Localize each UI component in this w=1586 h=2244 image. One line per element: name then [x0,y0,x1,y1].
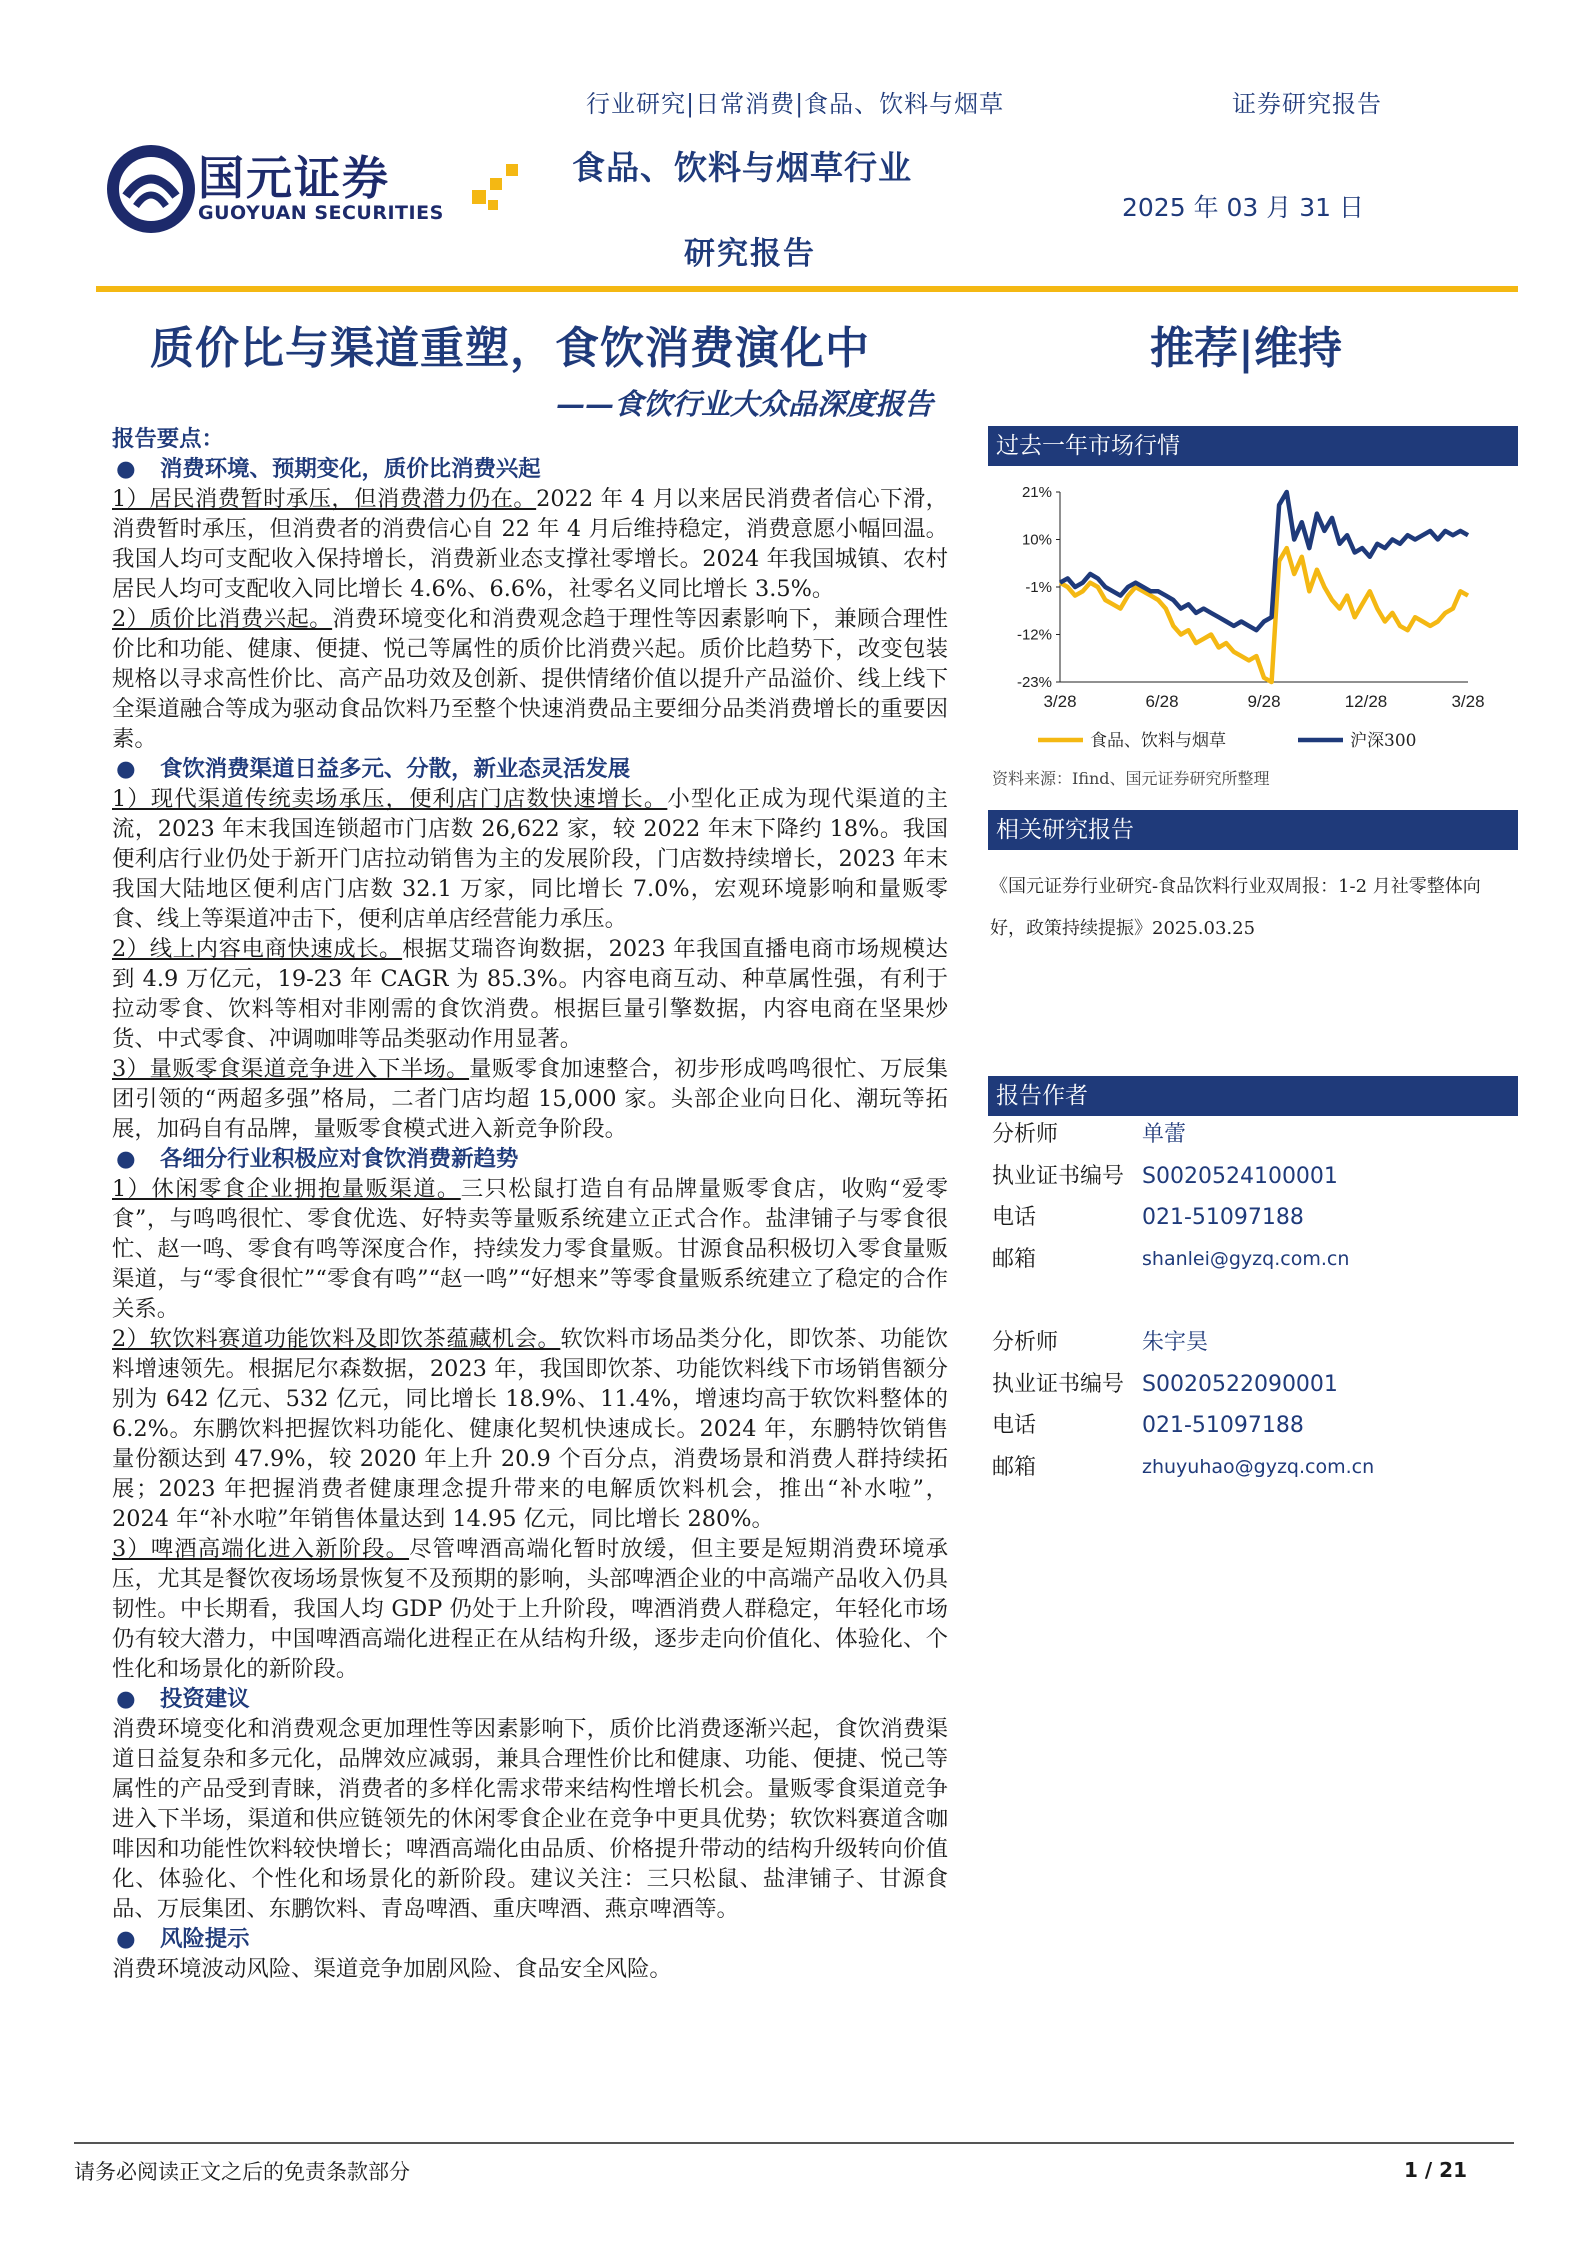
author-email[interactable]: shanlei@gyzq.com.cn [1142,1247,1350,1270]
author-row: 分析师 单蕾 [992,1114,1512,1156]
author-row: 执业证书编号 S0020522090001 [992,1364,1512,1406]
series-line-0 [1060,548,1468,682]
rating: 推荐|维持 [1150,323,1343,374]
paragraph: 1）居民消费暂时承压，但消费潜力仍在。2022 年 4 月以来居民消费者信心下滑，消费暂时承压，但消费者的消费信心自 22 年 4 月后维持稳定，消费意愿小幅回温。我国人均可支配收入保持增长，消费新业态支撑社零增长。2024 年我国城镇、农村居民人均可支配收入同比增长 4.6%、6.6%，社零名义同比增长 3.5%。 [112,486,948,602]
section-heading: ● 消费环境、预期变化，质价比消费兴起 [112,454,948,484]
logo-emblem-icon [106,144,196,234]
page-number: 1 / 21 [1404,2158,1467,2182]
bullet-icon: ● [116,756,136,782]
logo-squares-icon [466,150,526,220]
section-heading: ● 风险提示 [112,1924,948,1954]
logo-text-cn: 国元证券 [198,151,390,205]
sub-report-label: 研究报告 [684,236,816,272]
authors-header: 报告作者 [988,1076,1518,1116]
x-tick-label: 6/28 [1145,692,1179,711]
y-tick-label: -1% [1025,579,1052,596]
author-row: 邮箱 zhuyuhao@gyzq.com.cn [992,1447,1512,1489]
y-tick-label: 21% [1021,484,1052,501]
author-phone: 021-51097188 [1142,1413,1304,1438]
author-cert: S0020524100001 [1142,1163,1338,1189]
category-line: 行业研究|日常消费|食品、饮料与烟草 [586,90,1005,118]
legend-label: 食品、饮料与烟草 [1090,731,1226,751]
section-heading: ● 投资建议 [112,1684,948,1714]
paragraph: 3）啤酒高端化进入新阶段。尽管啤酒高端化暂时放缓，但主要是短期消费环境承压，尤其是餐饮夜场场景恢复不及预期的影响，头部啤酒企业的中高端产品收入仍具韧性。中长期看，我国人均 GDP 仍处于上升阶段，啤酒消费人群稳定，年轻化市场仍有较大潜力，中国啤酒高端化进程正在从结构升级，逐步走向价值化、体验化、个性化和场景化的新阶段。 [112,1536,948,1682]
author-name: 朱宇昊 [1142,1330,1209,1355]
page-subtitle: ——食饮行业大众品深度报告 [556,387,934,421]
section-heading: ● 食饮消费渠道日益多元、分散，新业态灵活发展 [112,754,948,784]
footer-disclaimer: 请务必阅读正文之后的免责条款部分 [74,2160,410,2184]
bullet-icon: ● [116,456,136,482]
x-tick-label: 3/28 [1451,692,1485,711]
author-phone: 021-51097188 [1142,1205,1304,1230]
author-name: 单蕾 [1142,1122,1187,1147]
author-row: 邮箱 shanlei@gyzq.com.cn [992,1239,1512,1281]
bullet-icon: ● [116,1686,136,1712]
report-body [112,424,948,1984]
author-cert: S0020522090001 [1142,1371,1338,1397]
author-row: 分析师 朱宇昊 [992,1322,1512,1364]
x-tick-label: 9/28 [1247,692,1281,711]
chart-source: 资料来源：Ifind、国元证券研究所整理 [992,769,1270,788]
section-heading: ● 各细分行业积极应对食饮消费新趋势 [112,1144,948,1174]
paragraph: 2）质价比消费兴起。消费环境变化和消费观念趋于理性等因素影响下，兼顾合理性价比和功能、健康、便捷、悦己等属性的质价比消费兴起。质价比趋势下，改变包装规格以寻求高性价比、高产品功效及创新、提供情绪价值以提升产品溢价、线上线下全渠道融合等成为驱动食品饮料乃至整个快速消费品主要细分品类消费增长的重要因素。 [112,606,949,752]
y-tick-label: -12% [1016,626,1052,644]
bullet-icon: ● [116,1926,136,1952]
author-row: 电话 021-51097188 [992,1197,1512,1239]
x-tick-label: 12/28 [1344,692,1388,711]
paragraph: 消费环境变化和消费观念更加理性等因素影响下，质价比消费逐渐兴起，食饮消费渠道日益复杂和多元化，品牌效应减弱，兼具合理性价比和健康、功能、便捷、悦己等属性的产品受到青睐，消费者的多样化需求带来结构性增长机会。量贩零食渠道竞争进入下半场，渠道和供应链领先的休闲零食企业在竞争中更具优势；软饮料赛道含咖啡因和功能性饮料较快增长；啤酒高端化由品质、价格提升带动的结构升级转向价值化、体验化、个性化和场景化的新阶段。建议关注：三只松鼠、盐津铺子、甘源食品、万辰集团、东鹏饮料、青岛啤酒、重庆啤酒、燕京啤酒等。 [112,1716,948,1922]
report-date: 2025 年 03 月 31 日 [1122,193,1364,222]
x-tick-label: 3/28 [1043,692,1077,711]
author-row: 执业证书编号 S0020524100001 [992,1156,1512,1198]
related-report[interactable]: 《国元证券行业研究-食品饮料行业双周报：1-2 月社零整体向好，政策持续提振》2025.03.25 [990,876,1481,939]
market-header: 过去一年市场行情 [988,426,1518,466]
y-tick-label: 10% [1021,531,1052,549]
logo [106,140,526,240]
bullet-icon: ● [116,1146,136,1172]
paragraph: 2）软饮料赛道功能饮料及即饮茶蕴藏机会。软饮料市场品类分化，即饮茶、功能饮料增速领先。根据尼尔森数据，2023 年，我国即饮茶、功能饮料线下市场销售额分别为 642 亿元、532 亿元，同比增长 18.9%、11.4%，增速均高于软饮料整体的 6.2%。东鹏饮料把握饮料功能化、健康化契机快速成长。2024 年，东鹏特饮销售量份额达到 47.9%，较 2020 年上升 20.9 个百分点，消费场景和消费人群持续拓展；2023 年把握消费者健康理念提升带来的电解质饮料机会，推出“补水啦”，2024 年“补水啦”年销售体量达到 14.95 亿元，同比增长 280%。 [112,1326,949,1532]
gold-divider [96,286,1518,292]
legend-label: 沪深300 [1350,731,1417,751]
market-chart [988,472,1518,762]
report-label: 报告要点： [112,426,224,452]
author-row: 电话 021-51097188 [992,1405,1512,1447]
industry-name: 食品、饮料与烟草行业 [572,148,912,187]
y-tick-label: -23% [1016,674,1052,691]
paragraph: 2）线上内容电商快速成长。根据艾瑞咨询数据，2023 年我国直播电商市场规模达到 4.9 万亿元，19-23 年 CAGR 为 85.3%。内容电商互动、种草属性强，有利于拉动零食、饮料等相对非刚需的食饮消费。根据巨量引擎数据，内容电商在坚果炒货、中式零食、冲调咖啡等品类驱动作用显著。 [112,936,948,1052]
author-email[interactable]: zhuyuhao@gyzq.com.cn [1142,1455,1375,1478]
footer-divider [74,2142,1514,2144]
logo-text-en: GUOYUAN SECURITIES [198,202,444,224]
report-type: 证券研究报告 [1232,90,1382,118]
chart-svg [988,472,1518,762]
related-header: 相关研究报告 [988,810,1518,850]
paragraph: 1）现代渠道传统卖场承压，便利店门店数快速增长。小型化正成为现代渠道的主流，2023 年末我国连锁超市门店数 26,622 家，较 2022 年末下降约 18%。我国便利店行业仍处于新开门店拉动销售为主的发展阶段，门店数持续增长，2023 年末我国大陆地区便利店门店数 32.1 万家，同比增长 7.0%，宏观环境影响和量贩零食、线上等渠道冲击下，便利店单店经营能力承压。 [112,786,948,932]
authors-list [992,1114,1512,1488]
paragraph: 消费环境波动风险、渠道竞争加剧风险、食品安全风险。 [112,1956,672,1982]
paragraph: 3）量贩零食渠道竞争进入下半场。量贩零食加速整合，初步形成鸣鸣很忙、万辰集团引领的“两超多强”格局，二者门店均超 15,000 家。头部企业向日化、潮玩等拓展，加码自有品牌，量贩零食模式进入新竞争阶段。 [112,1056,948,1142]
paragraph: 1）休闲零食企业拥抱量贩渠道。三只松鼠打造自有品牌量贩零食店，收购“爱零食”，与鸣鸣很忙、零食优选、好特卖等量贩系统建立正式合作。盐津铺子与零食很忙、赵一鸣、零食有鸣等深度合作，持续发力零食量贩。甘源食品积极切入零食量贩渠道，与“零食很忙”“零食有鸣”“赵一鸣”“好想来”等零食量贩系统建立了稳定的合作关系。 [112,1176,949,1322]
page-title: 质价比与渠道重塑，食饮消费演化中 [150,323,870,374]
